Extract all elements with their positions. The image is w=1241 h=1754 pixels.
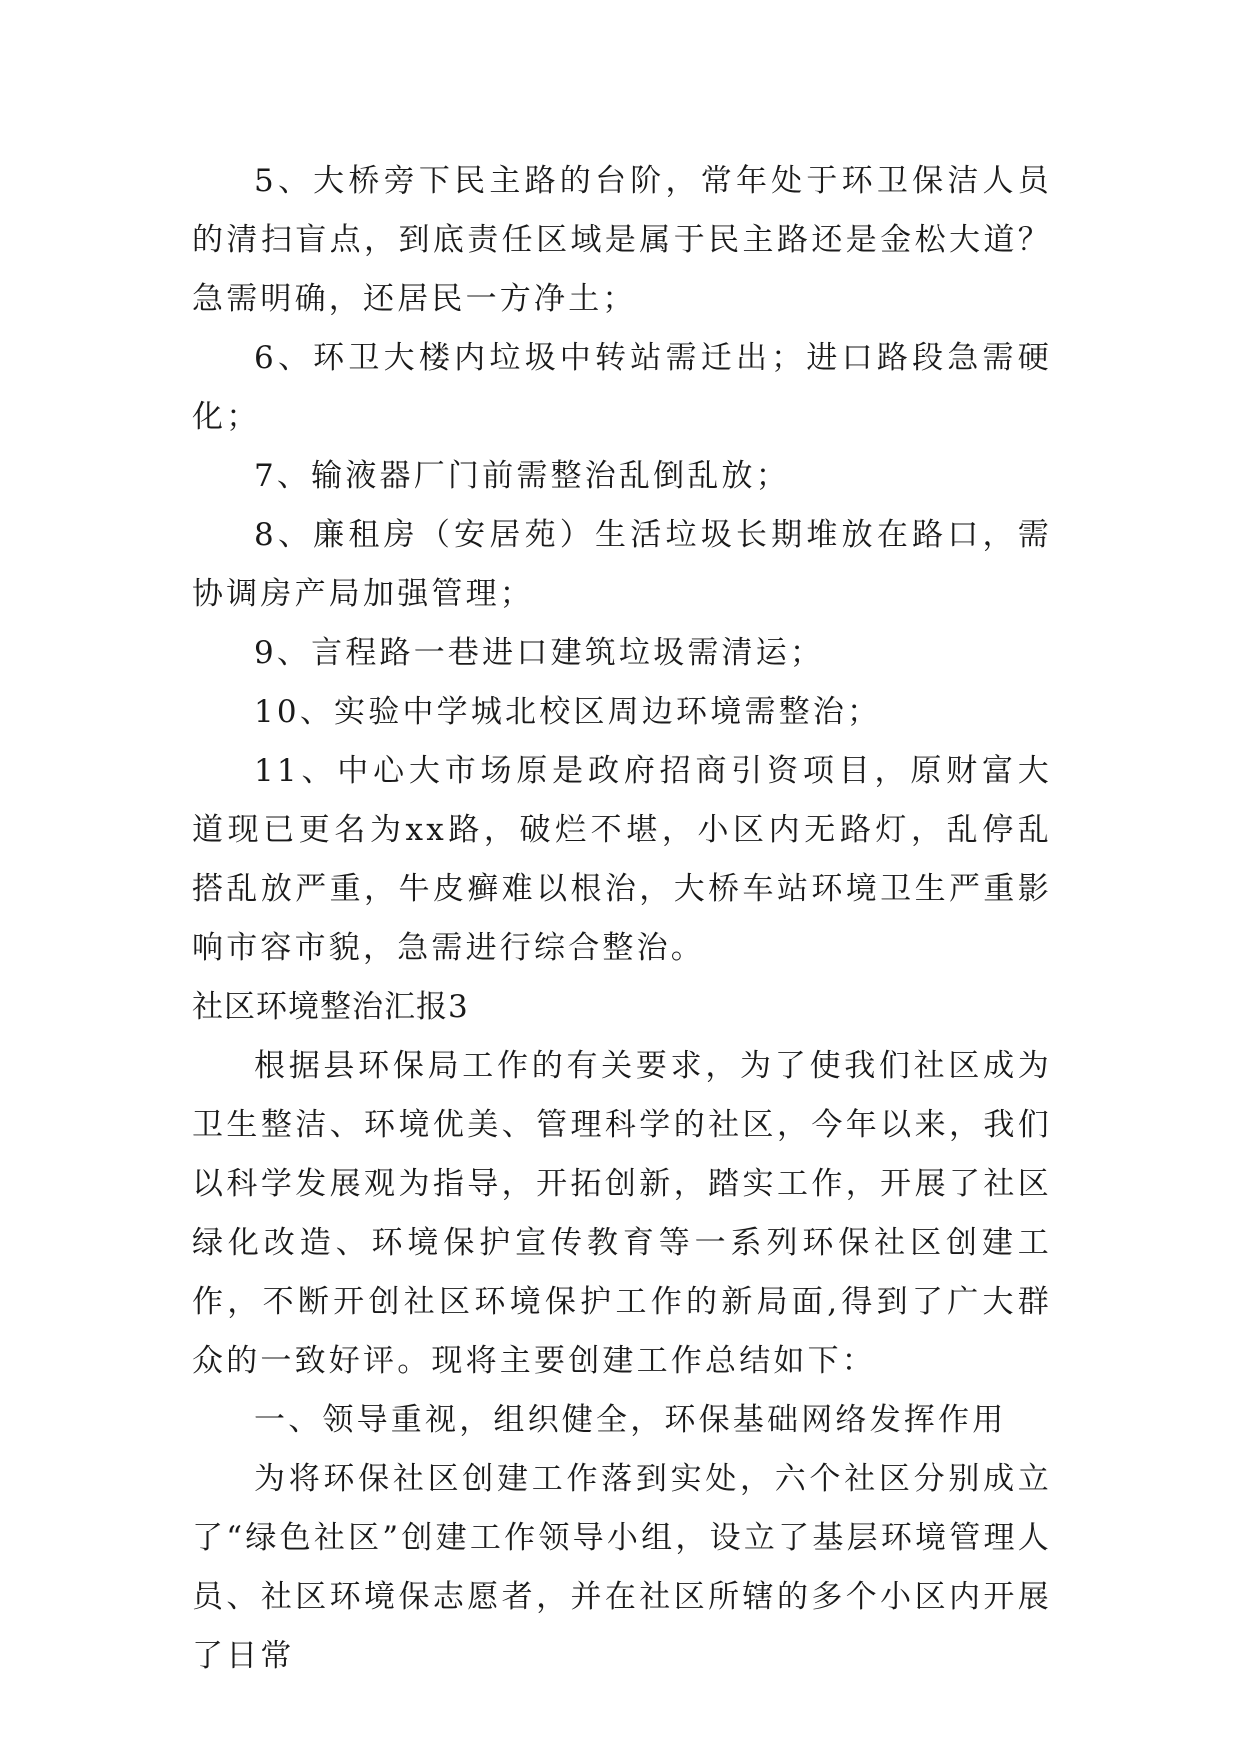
section-subheading: 一、领导重视，组织健全，环保基础网络发挥作用 (254, 1402, 1007, 1438)
section-body-paragraph: 为将环保社区创建工作落到实处，六个社区分别成立了“绿色社区”创建工作领导小组，设立了基层环境管理人员、社区环境保志愿者，并在社区所辖的多个小区内开展了日常 (192, 1461, 1052, 1674)
paragraph-item-10: 10、实验中学城北校区周边环境需整治； (254, 694, 882, 730)
paragraph-item-6: 6、环卫大楼内垃圾中转站需迁出；进口路段急需硬化； (192, 340, 1052, 435)
section-title: 社区环境整治汇报3 (192, 989, 469, 1025)
paragraph-item-7: 7、输液器厂门前需整治乱倒乱放； (254, 458, 790, 494)
paragraph-item-8: 8、廉租房（安居苑）生活垃圾长期堆放在路口，需协调房产局加强管理； (192, 517, 1052, 612)
document-page (192, 152, 1052, 1686)
paragraph-item-11: 11、中心大市场原是政府招商引资项目，原财富大道现已更名为xx路，破烂不堪，小区内无路灯，乱停乱搭乱放严重，牛皮癣难以根治，大桥车站环境卫生严重影响市容市貌，急需进行综合整治。 (192, 753, 1052, 966)
paragraph-item-9: 9、言程路一巷进口建筑垃圾需清运； (254, 635, 825, 671)
section-intro-paragraph: 根据县环保局工作的有关要求，为了使我们社区成为卫生整洁、环境优美、管理科学的社区，今年以来，我们以科学发展观为指导，开拓创新，踏实工作，开展了社区绿化改造、环境保护宣传教育等一系列环保社区创建工作，不断开创社区环境保护工作的新局面,得到了广大群众的一致好评。现将主要创建工作总结如下： (192, 1048, 1052, 1379)
paragraph-item-5: 5、大桥旁下民主路的台阶，常年处于环卫保洁人员的清扫盲点，到底责任区域是属于民主路还是金松大道？急需明确，还居民一方净土； (192, 163, 1052, 317)
